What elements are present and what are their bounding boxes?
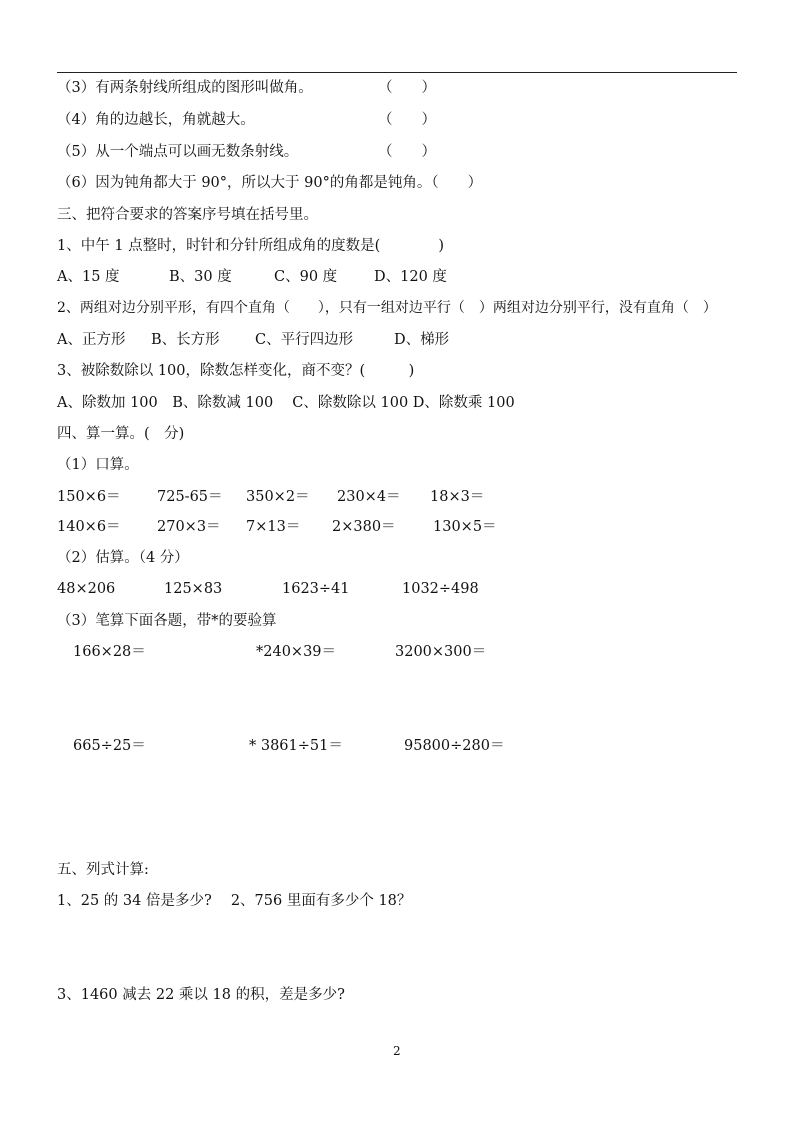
section-3-title: 三、把符合要求的答案序号填在括号里。 — [57, 207, 318, 223]
written-problem: *240×39＝ — [256, 644, 337, 660]
page-number: 2 — [393, 1044, 401, 1058]
judgement-item-3: （3）有两条射线所组成的图形叫做角。 — [57, 80, 313, 96]
oral-problem: 150×6＝ — [57, 489, 121, 505]
oral-problem: 18×3＝ — [430, 489, 485, 505]
q1-option-a: A、15 度 — [57, 269, 120, 285]
question-1: 1、中午 1 点整时，时针和分针所组成角的度数是( ) — [57, 238, 444, 254]
oral-problem: 140×6＝ — [57, 519, 121, 535]
answer-paren-3[interactable]: （ ） — [378, 80, 436, 96]
q2-option-b: B、长方形 — [151, 332, 220, 348]
question-2: 2、两组对边分别平形，有四个直角（ ），只有一组对边平行（ ）两组对边分别平行，没有直角（ ） — [57, 300, 717, 316]
oral-problem: 130×5＝ — [433, 519, 497, 535]
written-problem: 166×28＝ — [73, 644, 146, 660]
q2-option-d: D、梯形 — [394, 332, 450, 348]
section-5-question-3: 3、1460 减去 22 乘以 18 的积，差是多少? — [57, 987, 345, 1003]
estimate-problem: 125×83 — [164, 581, 223, 597]
q1-option-c: C、90 度 — [274, 269, 338, 285]
written-problem: 95800÷280＝ — [404, 738, 505, 754]
judgement-item-5: （5）从一个端点可以画无数条射线。 — [57, 144, 299, 160]
estimate-problem: 1623÷41 — [282, 581, 350, 597]
section-5-title: 五、列式计算: — [57, 862, 149, 878]
judgement-item-4: （4）角的边越长，角就越大。 — [57, 112, 255, 128]
judgement-item-6: （6）因为钝角都大于 90°，所以大于 90°的角都是钝角。（ ） — [57, 175, 483, 191]
oral-problem: 230×4＝ — [337, 489, 401, 505]
written-problem: 665÷25＝ — [73, 738, 146, 754]
q3-options: A、除数加 100 B、除数减 100 C、除数除以 100 D、除数乘 100 — [57, 395, 515, 411]
q2-option-c: C、平行四边形 — [255, 332, 354, 348]
oral-calc-title: （1）口算。 — [57, 457, 139, 473]
oral-problem: 270×3＝ — [157, 519, 221, 535]
oral-problem: 2×380＝ — [332, 519, 396, 535]
q1-option-d: D、120 度 — [374, 269, 447, 285]
section-4-title: 四、算一算。( 分) — [57, 426, 185, 442]
written-problem: * 3861÷51＝ — [249, 738, 343, 754]
estimate-problem: 1032÷498 — [402, 581, 479, 597]
written-calc-title: （3）笔算下面各题，带*的要验算 — [57, 613, 277, 629]
oral-problem: 350×2＝ — [246, 489, 310, 505]
question-3: 3、被除数除以 100，除数怎样变化，商不变？( ) — [57, 363, 415, 379]
section-5-questions-1-2: 1、25 的 34 倍是多少? 2、756 里面有多少个 18？ — [57, 893, 412, 909]
answer-paren-5[interactable]: （ ） — [378, 144, 436, 160]
written-problem: 3200×300＝ — [395, 644, 487, 660]
answer-paren-4[interactable]: （ ） — [378, 112, 436, 128]
oral-problem: 7×13＝ — [246, 519, 301, 535]
estimate-title: （2）估算。（4 分） — [57, 550, 189, 566]
q2-option-a: A、正方形 — [57, 332, 126, 348]
q1-option-b: B、30 度 — [169, 269, 232, 285]
estimate-problem: 48×206 — [57, 581, 116, 597]
header-rule — [57, 72, 737, 73]
oral-problem: 725-65＝ — [157, 489, 223, 505]
